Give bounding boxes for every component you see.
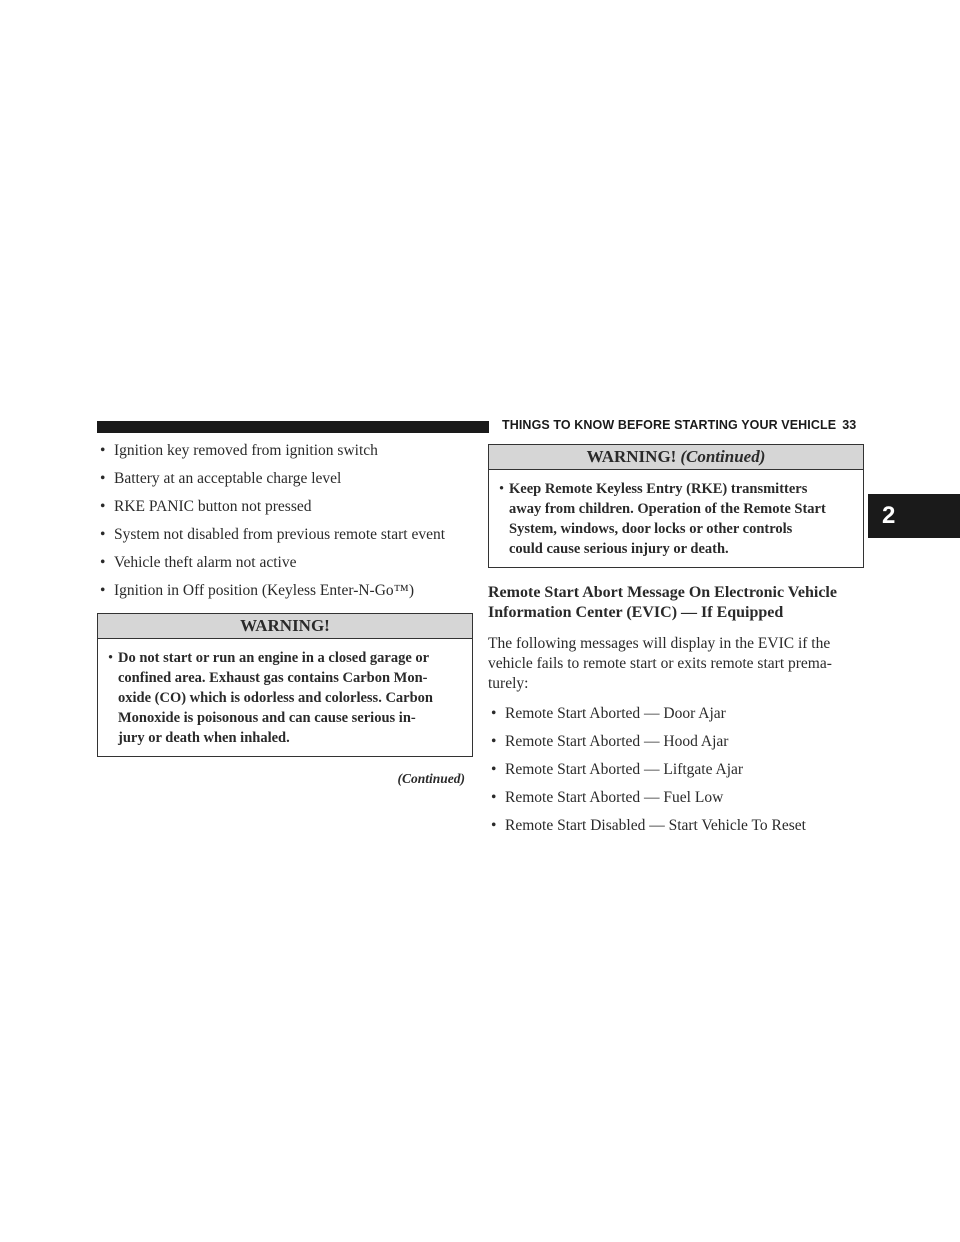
warning-box-continued bbox=[488, 444, 864, 568]
right-column bbox=[488, 444, 864, 844]
list-item: • Vehicle theft alarm not active bbox=[100, 554, 297, 571]
warning-item: • Do not start or run an engine in a closed garage or confined area. Exhaust gas contains Carbon Mon- oxide (CO) which is odorless and colorless. Carbon Monoxide is poisonous and can cause serious in- jury or death when inhaled. bbox=[108, 650, 433, 746]
header-bar bbox=[97, 421, 489, 433]
warning-title: WARNING! (Continued) bbox=[489, 445, 863, 470]
list-item: • Remote Start Aborted — Liftgate Ajar bbox=[491, 761, 744, 778]
chapter-tab: 2 bbox=[868, 494, 960, 538]
warning-body bbox=[489, 470, 863, 567]
list-item: • Remote Start Disabled — Start Vehicle To Reset bbox=[491, 817, 806, 834]
requirements-list bbox=[97, 441, 473, 601]
list-item: • Remote Start Aborted — Hood Ajar bbox=[491, 733, 729, 750]
running-header bbox=[502, 418, 872, 436]
list-item: • System not disabled from previous remote start event bbox=[100, 526, 446, 543]
list-item: • RKE PANIC button not pressed bbox=[100, 498, 312, 515]
continued-label: (Continued) bbox=[397, 771, 465, 786]
messages-list bbox=[488, 704, 864, 836]
warning-body bbox=[98, 639, 472, 756]
list-item: • Ignition in Off position (Keyless Enter-N-Go™) bbox=[100, 582, 415, 599]
warning-item: • Keep Remote Keyless Entry (RKE) transmitters away from children. Operation of the Remote Start System, windows, door locks or other controls could cause serious injury or death. bbox=[499, 481, 826, 557]
left-column bbox=[97, 441, 473, 787]
list-item: • Ignition key removed from ignition switch bbox=[100, 442, 378, 459]
warning-box bbox=[97, 613, 473, 757]
page-number: 33 bbox=[842, 418, 857, 432]
list-item: • Remote Start Aborted — Fuel Low bbox=[491, 789, 724, 806]
section-heading: Remote Start Abort Message On Electronic Vehicle Information Center (EVIC) — If Equipped bbox=[488, 584, 837, 621]
list-item: • Remote Start Aborted — Door Ajar bbox=[491, 705, 726, 722]
intro-paragraph: The following messages will display in the EVIC if the vehicle fails to remote start or exits remote start prema- turely: bbox=[488, 635, 832, 692]
header-title: THINGS TO KNOW BEFORE STARTING YOUR VEHICLE bbox=[502, 418, 837, 432]
warning-title: WARNING! bbox=[98, 614, 472, 639]
list-item: • Battery at an acceptable charge level bbox=[100, 470, 342, 487]
